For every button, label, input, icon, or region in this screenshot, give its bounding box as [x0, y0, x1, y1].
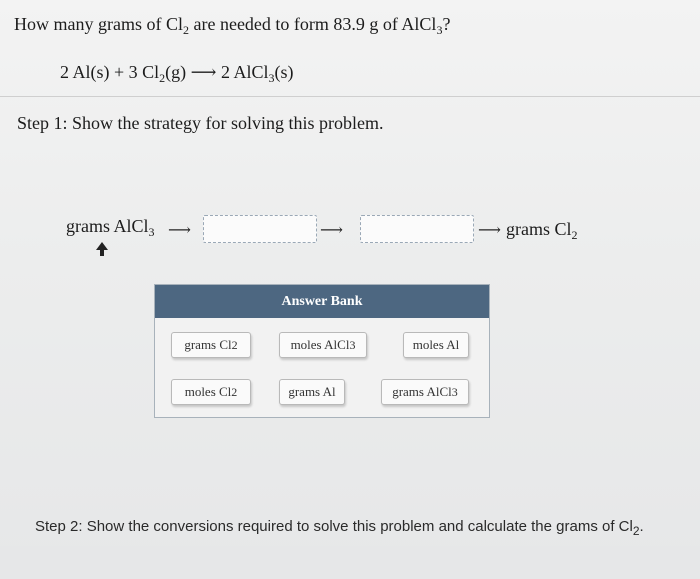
step-1-instruction: Step 1: Show the strategy for solving this problem.	[17, 113, 384, 133]
bottom-band	[0, 546, 700, 579]
section-divider	[0, 96, 700, 97]
step-2-instruction: Step 2: Show the conversions required to solve this problem and calculate the grams of $Cl_2$.	[35, 518, 644, 538]
chip-grams-al[interactable]: grams Al	[279, 379, 345, 405]
answer-bank	[154, 284, 490, 418]
flow-arrow-2: ⟶	[320, 222, 343, 239]
drop-target-2[interactable]	[360, 215, 474, 243]
chip-moles-cl2[interactable]: moles Cl 2	[171, 379, 251, 405]
chip-grams-alcl3[interactable]: grams AlCl 3	[381, 379, 469, 405]
chip-moles-al[interactable]: moles Al	[403, 332, 469, 358]
flow-start-label: grams AlCl$_3$	[66, 216, 155, 239]
flow-arrow-3: ⟶	[478, 222, 501, 239]
answer-bank-title: Answer Bank	[155, 285, 489, 318]
drop-target-1[interactable]	[203, 215, 317, 243]
reaction-equation: 2 Al(s) + 3 $Cl_2(g)$ ⟶ 2 AlCl$_3$(s)	[60, 62, 294, 85]
mouse-cursor-icon	[96, 242, 108, 256]
chip-moles-alcl3[interactable]: moles AlCl 3	[279, 332, 367, 358]
flow-end-label: grams $Cl_2$	[506, 219, 578, 242]
chip-grams-cl2[interactable]: grams Cl 2	[171, 332, 251, 358]
question-text: How many grams of $Cl_2$ are needed to form 83.9 g of AlCl$_3$?	[14, 14, 451, 37]
flow-arrow-1: ⟶	[168, 222, 191, 239]
